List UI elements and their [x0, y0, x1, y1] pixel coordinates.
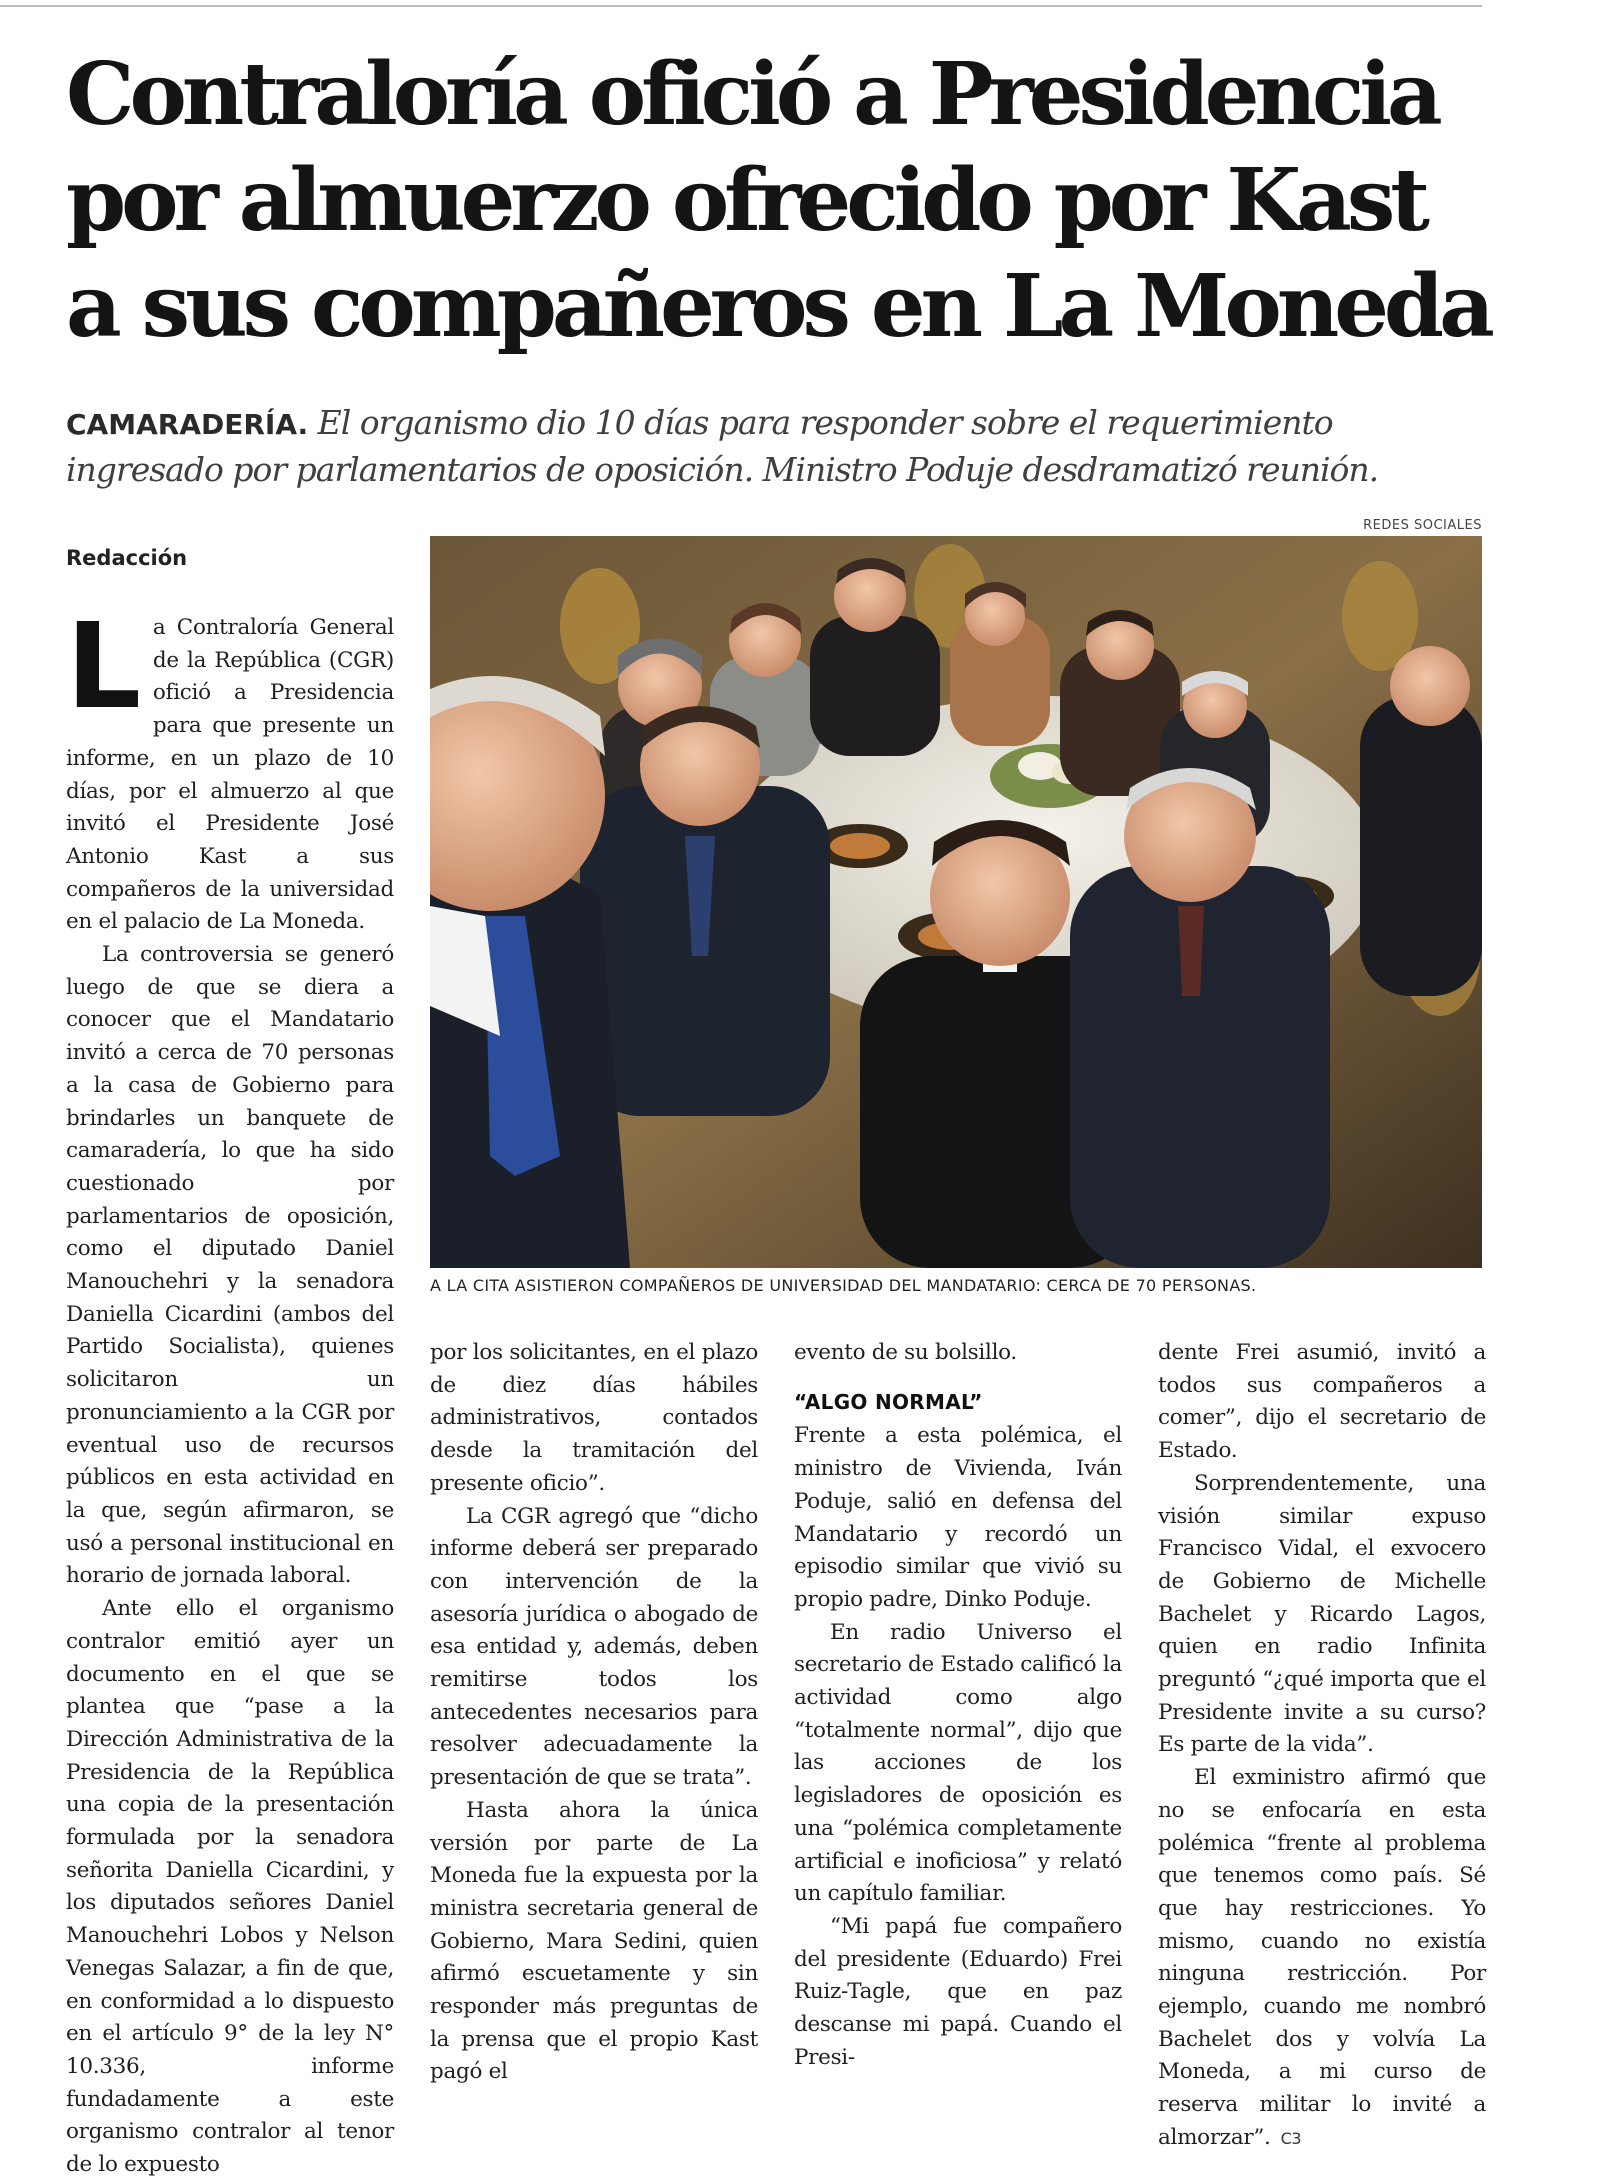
body-column-3: [794, 1337, 1122, 2074]
paragraph: La CGR agregó que “dicho informe deberá ser preparado con intervención de la asesoría jurídica o abogado de esa entidad y, además, deben remitirse todos los antecedentes necesarios para resolver adecuadamente la presentación de que se trata”.: [430, 1503, 758, 1791]
photo-illustration: [430, 536, 1482, 1268]
paragraph: “Mi papá fue compañero del presidente (Eduardo) Frei Ruiz-Tagle, que en paz descanse mi papá. Cuando el Presi-: [794, 1913, 1122, 2070]
paragraph: [66, 597, 394, 939]
drop-cap: L: [66, 597, 141, 735]
deck-text: El organismo dio 10 días para responder sobre el requerimiento ingresado por parlamentarios de oposición. Ministro Poduje desdramatizó reunión.: [66, 403, 1379, 489]
paragraph: En radio Universo el secretario de Estado calificó la actividad como algo “totalmente normal”, dijo que las acciones de los legisladores de oposición es una “polémica completamente artificial e inoficiosa” y relató un capítulo familiar.: [794, 1619, 1122, 1907]
paragraph: por los solicitantes, en el plazo de diez días hábiles administrativos, contados desde la tramitación del presente oficio”.: [430, 1340, 758, 1496]
headline-line-1: Contraloría ofició a Presidencia: [66, 44, 1438, 145]
body-column-2: [430, 1337, 758, 2089]
body-column-1: [66, 597, 394, 2182]
photo-credit: REDES SOCIALES: [1363, 518, 1482, 533]
article-photo: [430, 536, 1482, 1268]
paragraph-text: El exministro afirmó que no se enfocaría en esta polémica “frente al problema que tenemos como país. Sé que hay restricciones. Yo mismo, cuando no existía ninguna restricción. Por ejemplo, cuando me nombró Bachelet dos y volvía La Moneda, a mi curso de reserva militar lo invité a almorzar”.: [1158, 1765, 1486, 2150]
byline: Redacción: [66, 546, 188, 570]
paragraph: [1158, 1762, 1486, 2155]
deck: [66, 400, 1486, 492]
headline-line-2: por almuerzo ofrecido por Kast: [66, 150, 1426, 251]
paragraph: La controversia se generó luego de que se diera a conocer que el Mandatario invitó a cerca de 70 personas a la casa de Gobierno para brindarles un banquete de camaradería, lo que ha sido cuestionado por parlamentarios de oposición, como el diputado Daniel Manouchehri y la senadora Daniella Cicardini (ambos del Partido Socialista), quienes solicitaron un pronunciamiento a la CGR por eventual uso de recursos públicos en esta actividad en la que, según afirmaron, se usó a personal institucional en horario de jornada laboral.: [66, 942, 394, 1589]
top-rule: [0, 5, 1482, 7]
paragraph: Frente a esta polémica, el ministro de Vivienda, Iván Poduje, salió en defensa del Mandatario y recordó un episodio similar que vivió su propio padre, Dinko Poduje.: [794, 1423, 1122, 1612]
paragraph: Hasta ahora la única versión por parte de La Moneda fue la expuesta por la ministra secretaria general de Gobierno, Mara Sedini, quien afirmó escuetamente y sin responder más preguntas de la prensa que el propio Kast pagó el: [430, 1797, 758, 2085]
photo-caption: A LA CITA ASISTIERON COMPAÑEROS DE UNIVERSIDAD DEL MANDATARIO: CERCA DE 70 PERSONAS.: [430, 1276, 1257, 1295]
paragraph: Sorprendentemente, una visión similar expuso Francisco Vidal, el exvocero de Gobierno de Michelle Bachelet y Ricardo Lagos, quien en radio Infinita preguntó “¿qué importa que el Presidente invite a su curso? Es parte de la vida”.: [1158, 1470, 1486, 1758]
headline-line-3: a sus compañeros en La Moneda: [66, 256, 1490, 357]
headline: [66, 42, 1506, 360]
subheading: “ALGO NORMAL”: [794, 1389, 983, 1414]
paragraph: evento de su bolsillo.: [794, 1340, 1017, 1365]
paragraph: dente Frei asumió, invitó a todos sus compañeros a comer”, dijo el secretario de Estado.: [1158, 1340, 1486, 1464]
body-column-4: [1158, 1337, 1486, 2156]
kicker: CAMARADERÍA.: [66, 408, 309, 441]
paragraph-text: a Contraloría General de la República (CGR) ofició a Presidencia para que presente un informe, en un plazo de 10 días, por el almuerzo al que invitó el Presidente José Antonio Kast a sus compañeros de la universidad en el palacio de La Moneda.: [66, 615, 394, 935]
paragraph: Ante ello el organismo contralor emitió ayer un documento en el que se plantea que “pase a la Dirección Administrativa de la Presidencia de la República una copia de la presentación formulada por la senadora señorita Daniella Cicardini, y los diputados señores Daniel Manouchehri Lobos y Nelson Venegas Salazar, a fin de que, en conformidad a lo dispuesto en el artículo 9° de la ley N° 10.336, informe fundadamente a este organismo contralor al tenor de lo expuesto: [66, 1596, 394, 2178]
end-mark: C3: [1280, 2128, 1302, 2148]
